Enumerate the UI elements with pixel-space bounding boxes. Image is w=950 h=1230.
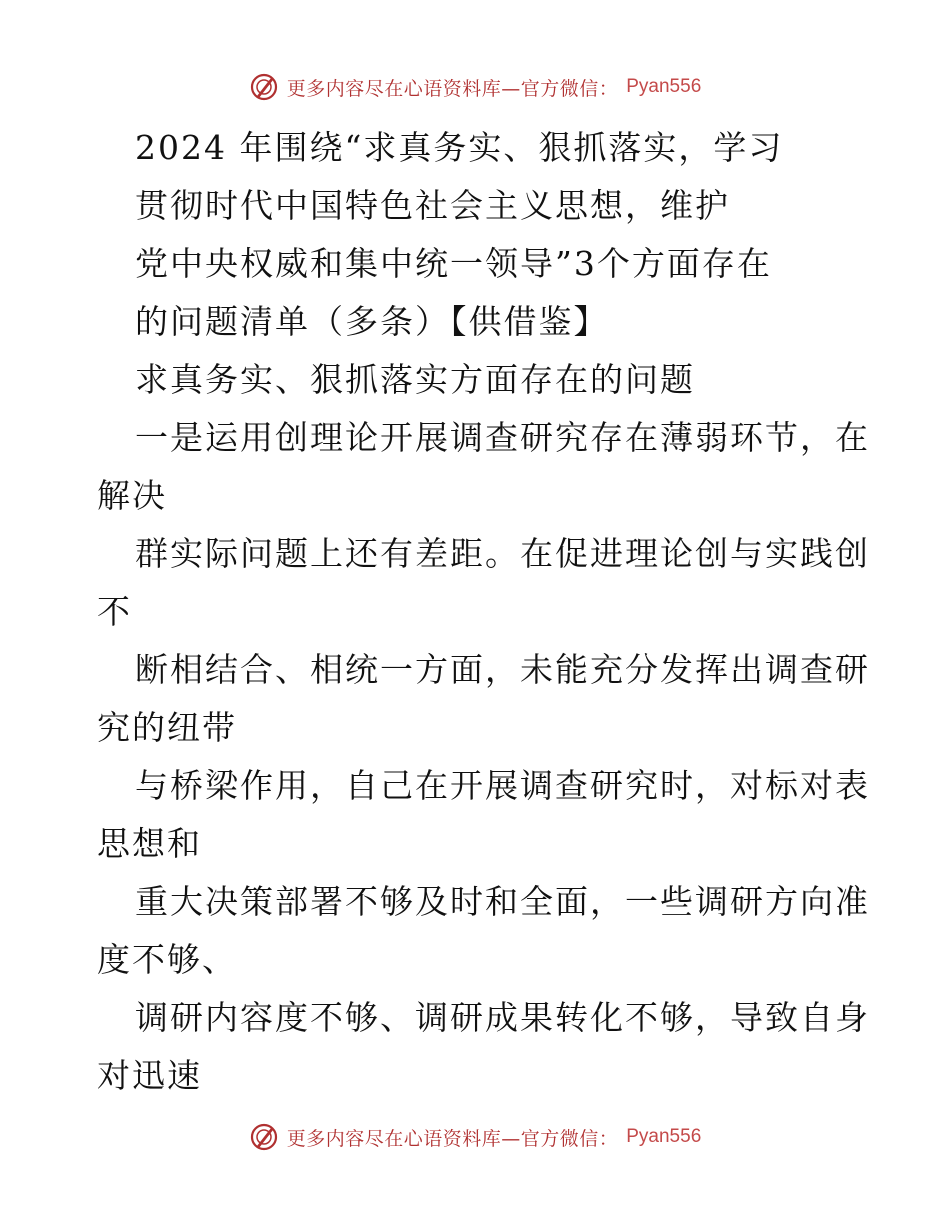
watermark-text: 更多内容尽在心语资料库—官方微信： bbox=[286, 1127, 619, 1150]
title-line: 贯彻时代中国特色社会主义思想，维护 bbox=[135, 186, 730, 225]
body-line: 重大决策部署不够及时和全面，一些调研方向准 bbox=[135, 882, 870, 921]
title-line: 的问题清单（多条）【供借鉴】 bbox=[135, 302, 609, 341]
footer-watermark bbox=[0, 1122, 950, 1152]
body-line: 究的纽带 bbox=[97, 708, 237, 747]
body-line: 解决 bbox=[97, 476, 167, 515]
body-line: 调研内容度不够、调研成果转化不够，导致自身 bbox=[135, 998, 870, 1037]
header-watermark bbox=[0, 72, 950, 102]
seal-pen-icon bbox=[249, 1122, 279, 1152]
section-heading: 求真务实、狠抓落实方面存在的问题 bbox=[135, 360, 695, 399]
body-line: 度不够、 bbox=[97, 940, 237, 979]
body-line: 与桥梁作用，自己在开展调查研究时，对标对表 bbox=[135, 766, 870, 805]
title-line: 2024 年围绕“求真务实、狠抓落实，学习 bbox=[135, 128, 784, 167]
body-line: 群实际问题上还有差距。在促进理论创与实践创 bbox=[135, 534, 870, 573]
title-line: 党中央权威和集中统一领导”3个方面存在 bbox=[135, 244, 772, 283]
watermark-wechat-id: Pyan556 bbox=[626, 76, 702, 97]
watermark-wechat-id: Pyan556 bbox=[626, 1126, 702, 1147]
watermark-text: 更多内容尽在心语资料库—官方微信： bbox=[286, 77, 619, 100]
body-line: 思想和 bbox=[97, 824, 202, 863]
body-line: 断相结合、相统一方面，未能充分发挥出调查研 bbox=[135, 650, 870, 689]
body-line: 不 bbox=[97, 592, 132, 631]
body-line: 一是运用创理论开展调查研究存在薄弱环节，在 bbox=[135, 418, 870, 457]
body-line: 对迅速 bbox=[97, 1056, 202, 1095]
seal-pen-icon bbox=[249, 72, 279, 102]
